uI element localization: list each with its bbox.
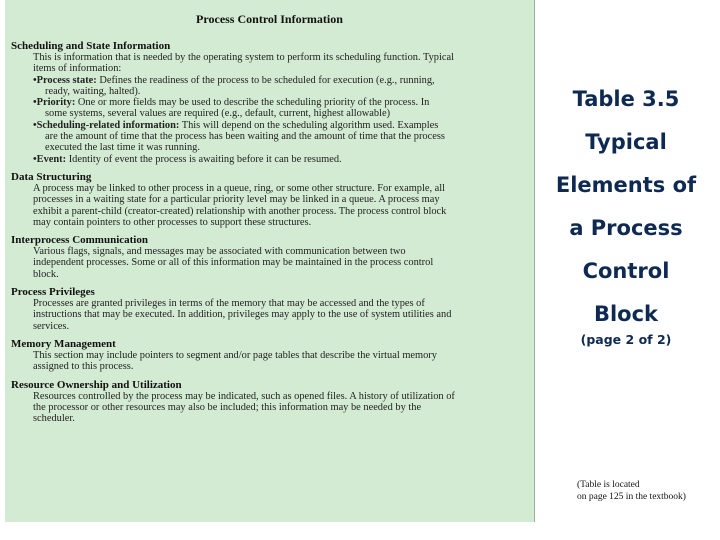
section-body-data-structuring — [11, 183, 529, 228]
section-heading-ipc: Interprocess Communication — [11, 234, 148, 247]
bullet-text: This will depend on the scheduling algorithm used. Examples — [181, 119, 439, 131]
textbook-note — [577, 479, 686, 503]
slide-title-line: Control — [582, 259, 670, 283]
section-body-scheduling — [11, 52, 529, 165]
bullet-text: Defines the readiness of the process to be scheduled for execution (e.g., running, — [99, 74, 435, 86]
body-line: assigned to this process. — [33, 361, 134, 373]
section-body-ipc — [11, 246, 529, 280]
note-line: (Table is located — [577, 480, 640, 490]
table-content — [11, 40, 529, 424]
body-line: This is information that is needed by the operating system to perform its scheduling function. Typical — [33, 52, 454, 63]
slide-title-line: Typical — [585, 130, 667, 154]
bullet-priority — [33, 97, 529, 120]
table-title: Process Control Information — [196, 12, 343, 26]
slide-subtitle: (page 2 of 2) — [580, 332, 672, 347]
slide-title-line: Block — [593, 302, 659, 326]
section-heading-memory: Memory Management — [11, 337, 116, 350]
body-line: services. — [33, 320, 70, 332]
section-heading-resources: Resource Ownership and Utilization — [11, 378, 182, 391]
bullet-term: •Priority: — [33, 97, 76, 109]
section-body-privileges — [11, 298, 529, 332]
bullet-event — [33, 154, 529, 165]
body-line: Resources controlled by the process may be indicated, such as opened files. A history of utilization of — [33, 390, 455, 402]
body-line: Processes are granted privileges in terms of the memory that may be accessed and the types of — [33, 298, 425, 310]
slide-title-line: a Process — [569, 216, 683, 240]
body-line: processes in a waiting state for a particular priority level may be linked in a queue. A process may — [33, 194, 440, 206]
bullet-text: One or more fields may be used to describe the scheduling priority of the process. In — [77, 97, 430, 109]
section-body-memory — [11, 350, 529, 373]
slide-title-panel — [540, 78, 712, 347]
bullet-text: ready, waiting, halted). — [45, 85, 141, 97]
body-line: block. — [33, 268, 59, 280]
body-line: exhibit a parent-child (creator-created) relationship with another process. The process control block — [33, 205, 447, 217]
body-line: may contain pointers to other processes to support these structures. — [33, 216, 312, 228]
slide-title — [540, 78, 712, 336]
section-body-resources — [11, 391, 529, 425]
body-line: A process may be linked to other process in a queue, ring, or some other structure. For example, all — [33, 182, 446, 194]
body-line: independent processes. Some or all of this information may be maintained in the process control — [33, 257, 434, 269]
table-panel — [5, 0, 535, 522]
bullet-term: •Event: — [33, 153, 67, 165]
note-line: on page 125 in the textbook) — [577, 492, 686, 502]
bullet-process-state — [33, 75, 529, 98]
bullet-term: •Process state: — [33, 74, 97, 86]
body-line: instructions that may be executed. In addition, privileges may apply to the use of system utilities and — [33, 309, 452, 321]
slide-title-line: Elements of — [555, 173, 697, 197]
slide-title-line: Table 3.5 — [572, 87, 680, 111]
section-heading-data-structuring: Data Structuring — [11, 170, 92, 183]
body-line: scheduler. — [33, 413, 75, 425]
bullet-text: executed the last time it was running. — [45, 142, 200, 154]
body-line: the processor or other resources may also be included; this information may be needed by the — [33, 401, 422, 413]
bullet-term: •Scheduling-related information: — [33, 119, 180, 131]
body-line: items of information: — [33, 63, 122, 75]
bullet-text: are the amount of time that the process has been waiting and the amount of time that the process — [45, 131, 445, 143]
bullet-text: some systems, several values are required (e.g., default, current, highest allowable) — [45, 108, 391, 120]
bullet-scheduling-related — [33, 120, 529, 154]
section-heading-scheduling: Scheduling and State Information — [11, 40, 171, 52]
body-line: Various flags, signals, and messages may be associated with communication between two — [33, 246, 406, 258]
body-line: This section may include pointers to segment and/or page tables that describe the virtual memory — [33, 349, 437, 361]
bullet-text: Identity of event the process is awaiting before it can be resumed. — [68, 153, 342, 165]
section-heading-privileges: Process Privileges — [11, 286, 95, 299]
